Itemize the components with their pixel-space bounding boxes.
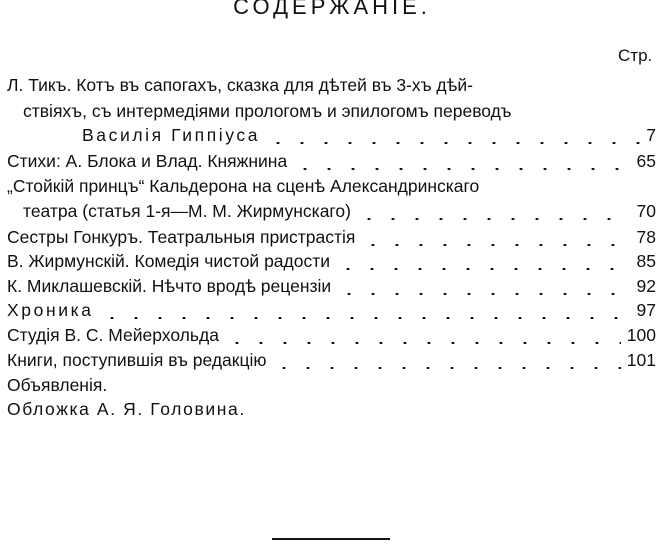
dot-leader (337, 293, 630, 295)
toc-entry-text: Книги, поступившiя въ редакцiю (7, 350, 267, 370)
toc-page-number: 85 (636, 251, 656, 271)
toc-entry-text: Василiя Гиппiуса (82, 125, 261, 145)
toc-entry-tieck-line2 (23, 101, 656, 125)
toc-entry-text: Студiя В. С. Мейерхольда (7, 325, 219, 345)
toc-page-number: 92 (636, 276, 656, 296)
toc-entry-text: ствiяхъ, съ интермедiями прологомъ и эпилогомъ переводъ (23, 101, 512, 121)
toc-entry-miklashevsky (7, 276, 656, 300)
toc-entry-text: Л. Тикъ. Котъ въ сапогахъ, сказка для дѣтей въ 3-хъ дѣй- (7, 75, 473, 95)
dot-leader (225, 342, 621, 344)
toc-entry-text: Сестры Гонкуръ. Театральныя пристрастiя (7, 227, 356, 247)
toc-entry-text: Хроника (7, 300, 94, 320)
toc-page-number: 65 (636, 151, 656, 171)
toc-page-number: 97 (636, 300, 656, 320)
dot-leader (272, 367, 620, 369)
toc-entry-tieck-line1 (7, 75, 656, 99)
toc-page-number: 78 (636, 227, 656, 247)
toc-page-number: 7 (646, 125, 656, 145)
dot-leader (336, 268, 631, 270)
toc-entry-calderon-line2 (23, 201, 656, 225)
toc-entry-text: театра (статья 1-я—М. М. Жирмунскаго) (23, 201, 351, 221)
toc-entry-tieck-line3 (82, 125, 656, 149)
toc-entry-goncourt (7, 227, 656, 251)
toc-entry-text: В. Жирмунскiй. Комедiя чистой радости (7, 251, 331, 271)
toc-entry-announcements (7, 375, 656, 399)
dot-leader (293, 168, 630, 170)
dot-leader (357, 218, 631, 220)
toc-entry-meyerhold (7, 325, 656, 349)
closing-rule (272, 538, 390, 540)
dot-leader (361, 244, 630, 246)
toc-page-number: 70 (636, 201, 656, 221)
toc-entry-text: К. Миклашевскiй. Нѣчто вродѣ рецензiи (7, 276, 332, 296)
toc-entry-calderon-line1 (7, 176, 656, 200)
toc-entry-zhirmunsky (7, 251, 656, 275)
toc-page-number: 100 (626, 325, 656, 345)
toc-entry-chronicle (7, 300, 656, 324)
dot-leader (100, 317, 631, 319)
toc-entry-cover (7, 399, 656, 423)
toc-entry-text: „Стойкiй принцъ“ Кальдерона на сценѣ Александринскаго (7, 176, 480, 196)
toc-entry-text: Объявленiя. (7, 375, 108, 395)
toc-entry-poems (7, 151, 656, 175)
toc-entry-books (7, 350, 656, 374)
page-title: СОДЕРЖАНIЕ. (233, 0, 431, 19)
toc-entry-text: Обложка А. Я. Головина. (7, 399, 246, 419)
dot-leader (266, 142, 640, 144)
toc-page-number: 101 (626, 350, 656, 370)
toc-entry-text: Стихи: А. Блока и Влад. Княжнина (7, 151, 288, 171)
page-column-label: Стр. (618, 46, 653, 65)
